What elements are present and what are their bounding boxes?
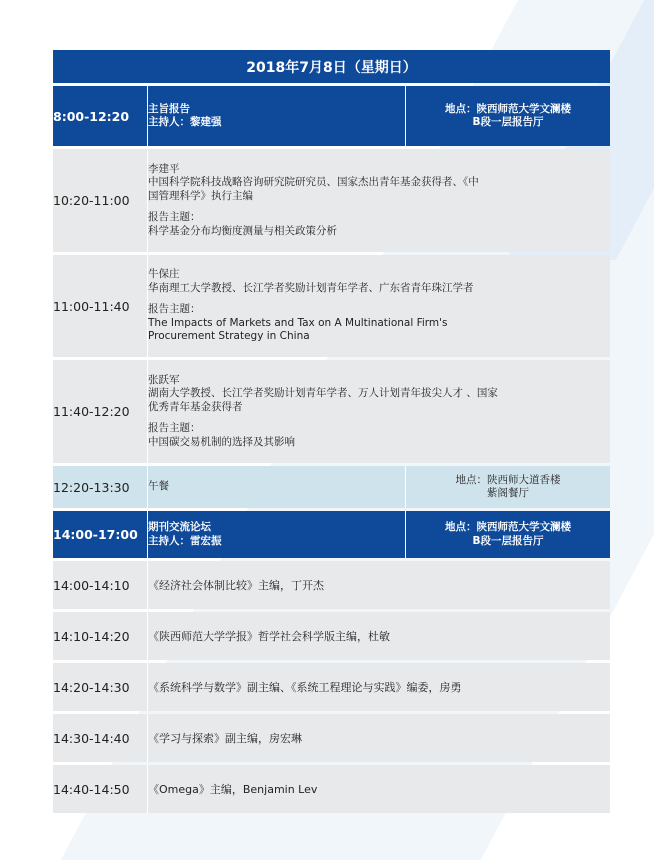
topic-label: 报告主题： — [148, 422, 201, 435]
forum-text: 《陕西师范大学学报》哲学社会科学版主编，杜敏 — [148, 612, 610, 660]
forum-time: 14:20-14:30 — [53, 663, 148, 711]
talk-time: 11:40-12:20 — [53, 360, 148, 463]
forum-time: 14:30-14:40 — [53, 714, 148, 762]
schedule-table — [53, 47, 610, 816]
lunch-label: 午餐 — [148, 466, 406, 508]
topic-label: 报告主题： — [148, 303, 201, 316]
location-line-2: B段一层报告厅 — [472, 534, 544, 547]
session-host: 主持人：雷宏振 — [148, 534, 222, 547]
talk-details — [148, 360, 610, 463]
topic-label: 报告主题： — [148, 211, 201, 224]
topic-line: 科学基金分布均衡度测量与相关政策分析 — [148, 224, 337, 237]
location-line-1: 地点：陕西师范大学文澜楼 — [445, 102, 571, 115]
speaker-name: 张跃军 — [148, 373, 180, 386]
session-info — [148, 511, 406, 558]
forum-text: 《学习与探索》副主编，房宏琳 — [148, 714, 610, 762]
session-keynote-row — [53, 86, 610, 146]
talk-time: 11:00-11:40 — [53, 255, 148, 357]
speaker-name: 李建平 — [148, 162, 180, 175]
session-time: 8:00-12:20 — [53, 86, 148, 146]
forum-time: 14:10-14:20 — [53, 612, 148, 660]
topic-line: 中国碳交易机制的选择及其影响 — [148, 435, 295, 448]
talk-row — [53, 255, 610, 357]
location-line-2: 紫阁餐厅 — [487, 487, 529, 499]
speaker-title-line: 国管理科学》执行主编 — [148, 189, 253, 202]
lunch-location — [406, 466, 610, 508]
session-name: 期刊交流论坛 — [148, 521, 211, 533]
session-time: 14:00-17:00 — [53, 511, 148, 558]
forum-time: 14:00-14:10 — [53, 561, 148, 609]
session-name: 主旨报告 — [148, 102, 190, 115]
topic-line: Procurement Strategy in China — [148, 330, 310, 343]
talk-details — [148, 255, 610, 357]
session-info — [148, 86, 406, 146]
schedule-date-title: 2018年7月8日（星期日） — [53, 50, 610, 83]
talk-row — [53, 149, 610, 252]
talk-time: 10:20-11:00 — [53, 149, 148, 252]
forum-row — [53, 612, 610, 660]
speaker-name: 牛保庄 — [148, 268, 180, 281]
lunch-row — [53, 466, 610, 508]
forum-text: 《系统科学与数学》副主编、《系统工程理论与实践》编委，房勇 — [148, 663, 610, 711]
forum-text: 《经济社会体制比较》主编，丁开杰 — [148, 561, 610, 609]
lunch-time: 12:20-13:30 — [53, 466, 148, 508]
topic-line: The Impacts of Markets and Tax on A Multinational Firm's — [148, 316, 448, 329]
location-line-1: 地点：陕西师范大学文澜楼 — [445, 521, 571, 533]
forum-row — [53, 714, 610, 762]
schedule-header-row — [53, 50, 610, 83]
forum-row — [53, 561, 610, 609]
session-location — [406, 86, 610, 146]
speaker-title-line: 华南理工大学教授、长江学者奖励计划青年学者、广东省青年珠江学者 — [148, 281, 474, 294]
session-forum-row — [53, 511, 610, 558]
forum-row — [53, 765, 610, 813]
forum-time: 14:40-14:50 — [53, 765, 148, 813]
session-location — [406, 511, 610, 558]
speaker-title-line: 优秀青年基金获得者 — [148, 400, 243, 413]
talk-details — [148, 149, 610, 252]
speaker-title-line: 湖南大学教授、长江学者奖励计划青年学者、万人计划青年拔尖人才 、国家 — [148, 387, 498, 400]
speaker-title-line: 中国科学院科技战略咨询研究院研究员、国家杰出青年基金获得者、《中 — [148, 176, 479, 189]
talk-row — [53, 360, 610, 463]
location-line-2: B段一层报告厅 — [472, 116, 544, 128]
forum-row — [53, 663, 610, 711]
location-line-1: 地点：陕西师大道香楼 — [455, 473, 561, 486]
session-host: 主持人：黎建强 — [148, 116, 222, 128]
forum-text: 《Omega》主编，Benjamin Lev — [148, 765, 610, 813]
